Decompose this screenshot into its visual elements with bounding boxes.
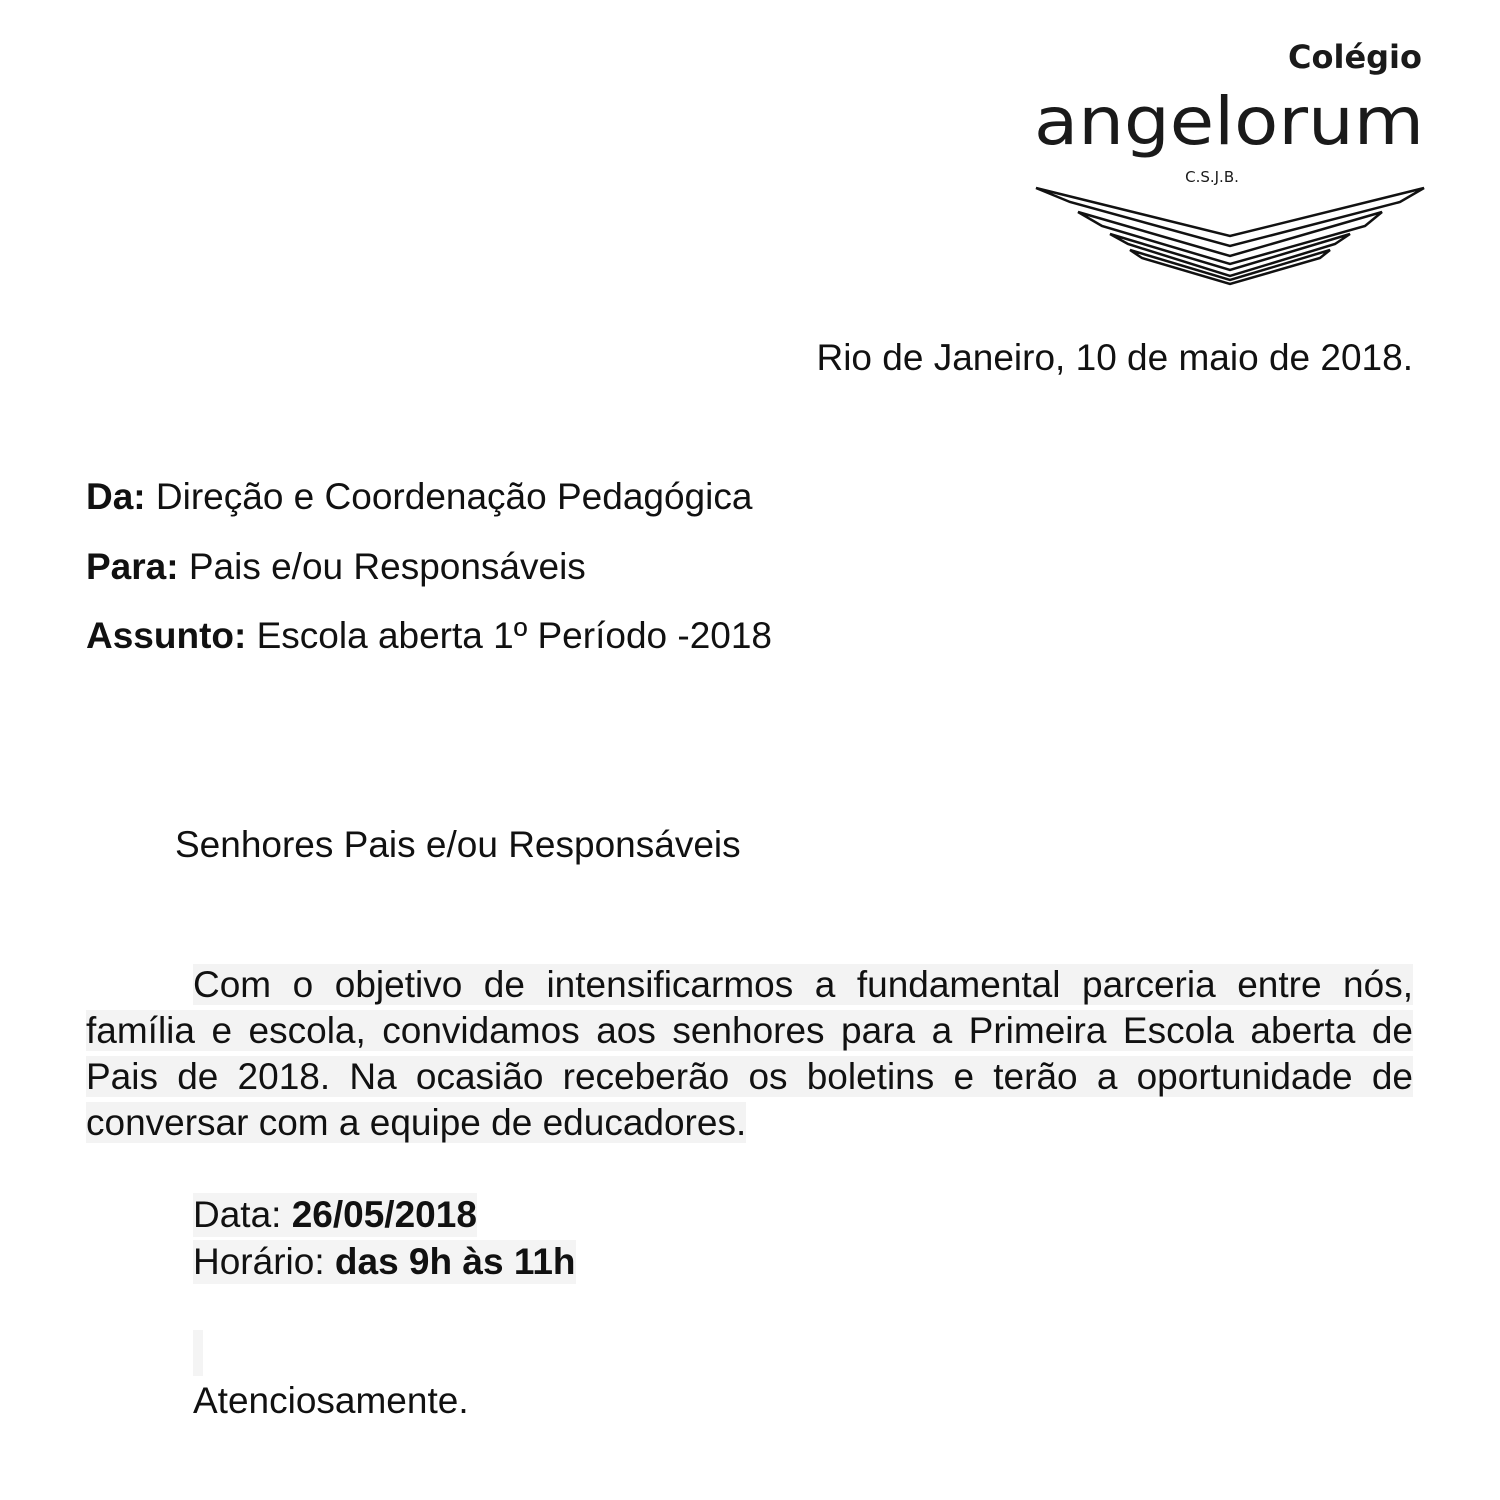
body-text: Com o objetivo de intensificarmos a fundamental parceria entre nós, família e escola, convidamos aos senhores para a Primeira Escola aberta de Pais de 2018. Na ocasião receberão os boletins e terão a oportunidade de conversar com a equipe de educadores. bbox=[86, 964, 1413, 1143]
event-date-label: Data: bbox=[193, 1194, 282, 1235]
to-label: Para: bbox=[86, 546, 179, 587]
logo-sub: C.S.J.B. bbox=[1185, 168, 1239, 186]
to-value: Pais e/ou Responsáveis bbox=[188, 546, 586, 587]
logo-name: angelorum bbox=[1034, 83, 1424, 160]
event-time-value: das 9h às 11h bbox=[334, 1241, 576, 1282]
to-line bbox=[86, 545, 586, 589]
school-logo bbox=[1030, 36, 1430, 286]
from-label: Da: bbox=[86, 476, 146, 517]
event-date bbox=[193, 1193, 477, 1237]
highlight-mark bbox=[193, 1330, 203, 1376]
logo-book-icon bbox=[1030, 36, 1430, 286]
subject-value: Escola aberta 1º Período -2018 bbox=[256, 615, 773, 656]
logo-top-text: Colégio bbox=[1288, 38, 1422, 76]
date-line: Rio de Janeiro, 10 de maio de 2018. bbox=[816, 337, 1413, 378]
from-line bbox=[86, 475, 752, 519]
from-value: Direção e Coordenação Pedagógica bbox=[155, 476, 753, 517]
event-time bbox=[193, 1240, 576, 1284]
subject-label: Assunto: bbox=[86, 615, 247, 656]
body-paragraph bbox=[86, 962, 1413, 1146]
subject-line bbox=[86, 614, 772, 658]
event-time-label: Horário: bbox=[193, 1241, 325, 1282]
salutation: Senhores Pais e/ou Responsáveis bbox=[175, 824, 741, 865]
closing: Atenciosamente. bbox=[193, 1380, 469, 1421]
event-date-value: 26/05/2018 bbox=[291, 1194, 477, 1235]
